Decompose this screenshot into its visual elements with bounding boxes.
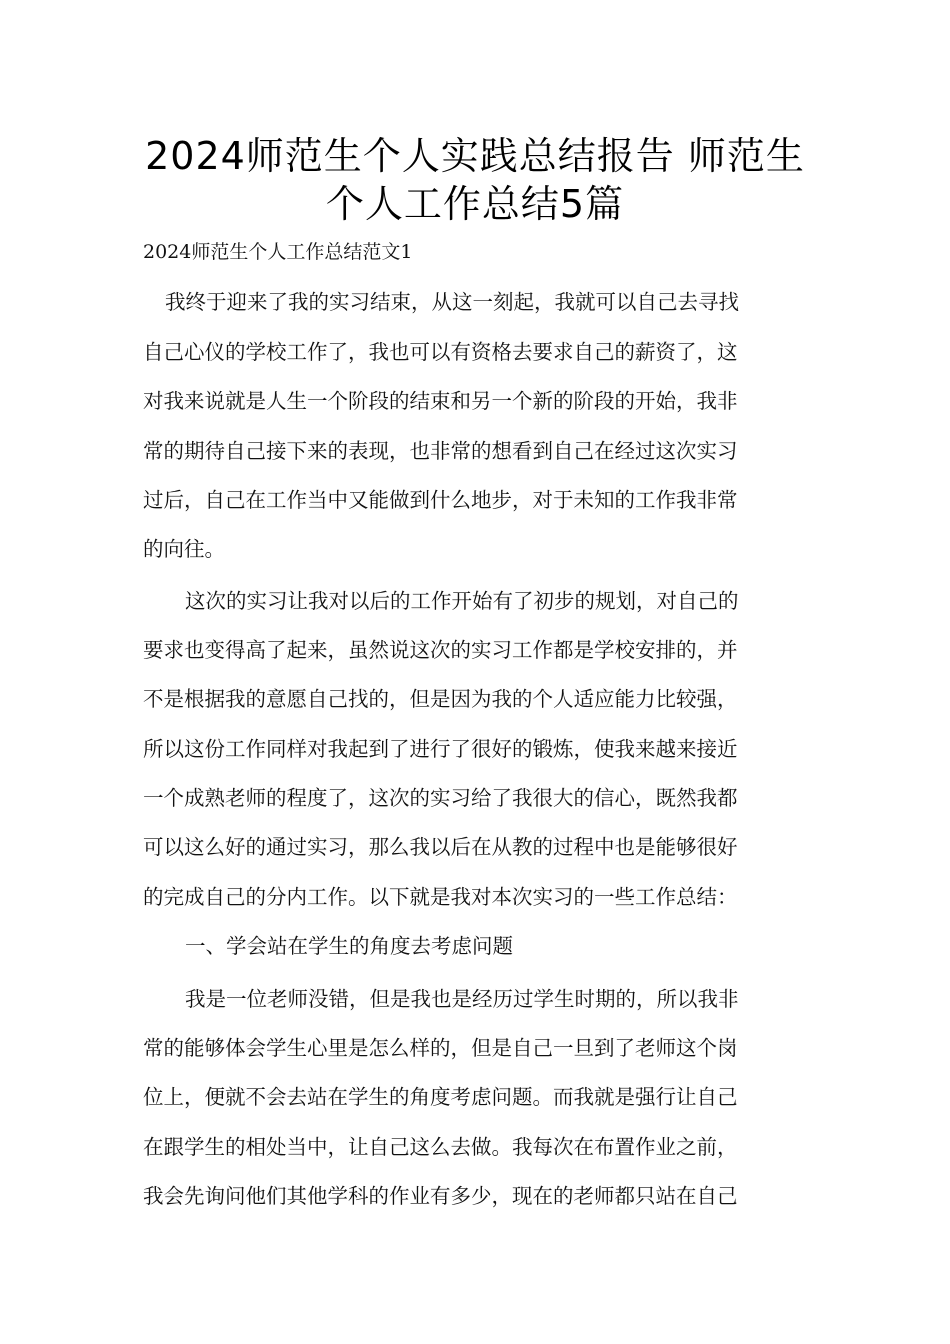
section-subtitle: 2024师范生个人工作总结范文1	[143, 241, 413, 263]
paragraph-line: 对我来说就是人生一个阶段的结束和另一个新的阶段的开始，我非	[143, 389, 738, 413]
section-heading: 一、学会站在学生的角度去考虑问题	[185, 934, 513, 958]
document-title-line-2: 个人工作总结5篇	[325, 182, 625, 226]
paragraph-line: 我是一位老师没错，但是我也是经历过学生时期的，所以我非	[185, 987, 739, 1011]
paragraph-line: 一个成熟老师的程度了，这次的实习给了我很大的信心，既然我都	[143, 786, 738, 810]
paragraph-line: 常的能够体会学生心里是怎么样的，但是自己一旦到了老师这个岗	[143, 1036, 738, 1060]
paragraph-line: 自己心仪的学校工作了，我也可以有资格去要求自己的薪资了，这	[143, 340, 738, 364]
paragraph-line: 所以这份工作同样对我起到了进行了很好的锻炼，使我来越来接近	[143, 737, 738, 761]
paragraph-line: 这次的实习让我对以后的工作开始有了初步的规划，对自己的	[185, 589, 739, 613]
document-title-line-1: 2024师范生个人实践总结报告 师范生	[145, 134, 805, 178]
paragraph-line: 的完成自己的分内工作。以下就是我对本次实习的一些工作总结：	[143, 885, 738, 909]
paragraph-line: 常的期待自己接下来的表现，也非常的想看到自己在经过这次实习	[143, 439, 738, 463]
paragraph-line: 在跟学生的相处当中，让自己这么去做。我每次在布置作业之前，	[143, 1135, 738, 1159]
paragraph-line: 位上，便就不会去站在学生的角度考虑问题。而我就是强行让自己	[143, 1085, 738, 1109]
paragraph-line: 的向往。	[143, 537, 225, 561]
paragraph-line: 我会先询问他们其他学科的作业有多少，现在的老师都只站在自己	[143, 1184, 738, 1208]
paragraph-line: 可以这么好的通过实习，那么我以后在从教的过程中也是能够很好	[143, 835, 738, 859]
paragraph-line: 不是根据我的意愿自己找的，但是因为我的个人适应能力比较强，	[143, 687, 738, 711]
paragraph-line: 过后，自己在工作当中又能做到什么地步，对于未知的工作我非常	[143, 488, 738, 512]
paragraph-line: 我终于迎来了我的实习结束，从这一刻起，我就可以自己去寻找	[165, 290, 739, 314]
paragraph-line: 要求也变得高了起来，虽然说这次的实习工作都是学校安排的，并	[143, 638, 738, 662]
